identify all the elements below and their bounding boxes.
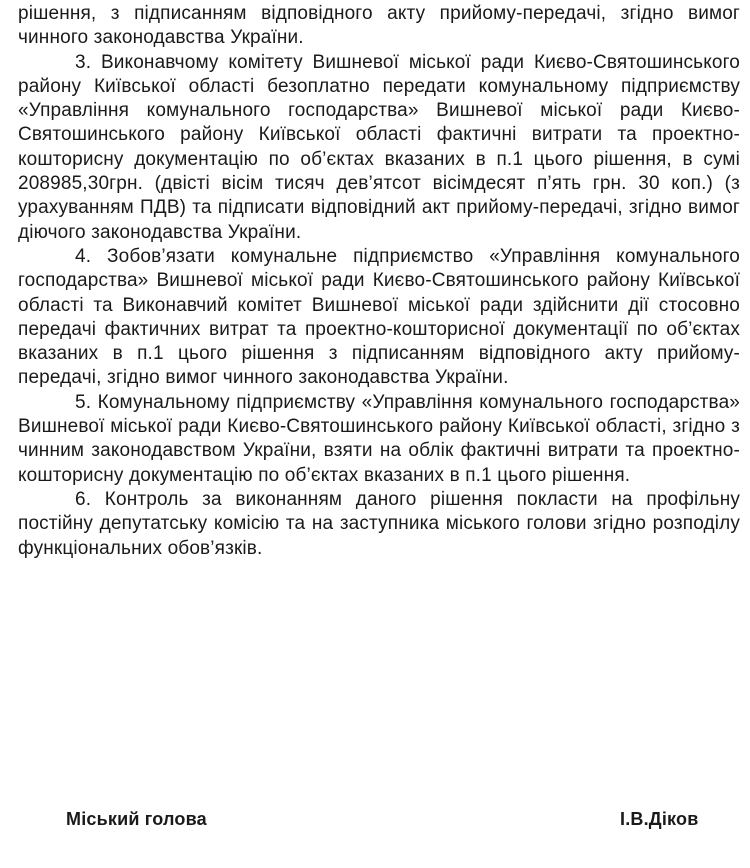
paragraph-5: 5. Комунальному підприємству «Управління комунального господарства» Вишневої міської ради Києво-Святошинського району Київської області, згідно з чинним законодавством України, взяти на облік фактичні витрати та проектно-кошторисну документацію по об’єктах вказаних в п.1 цього рішення. <box>18 391 740 486</box>
continuation-paragraph: рішення, з підписанням відповідного акту прийому-передачі, згідно вимог чинного законодавства України. <box>18 3 740 49</box>
paragraph-4: 4. Зобов’язати комунальне підприємство «Управління комунального господарства» Вишневої міської ради Києво-Святошинського району Київської області та Виконавчий комітет Вишневої міської ради здійснити дії стосовно передачі фактичних витрат та проектно-кошторисної документації по об’єктах вказаних в п.1 цього рішення з підписанням відповідного акту прийому-передачі, згідно вимог чинного законодавства України. <box>18 245 740 389</box>
paragraph-6: 6. Контроль за виконанням даного рішення покласти на профільну постійну депутатську комісію та на заступника міського голови згідно розподілу функціональних обов’язків. <box>18 488 740 559</box>
signature-name: І.В.Діков <box>620 809 699 829</box>
document-body <box>18 2 740 561</box>
paragraph-3: 3. Виконавчому комітету Вишневої міської ради Києво-Святошинського району Київської області безоплатно передати комунальному підприємству «Управління комунального господарства» Вишневої міської ради Києво-Святошинського району Київської області фактичні витрати та проектно-кошторисну документацію по об’єктах вказаних в п.1 цього рішення, в сумі 208985,30грн. (двісті вісім тисяч дев’ятсот вісімдесят п’ять грн. 30 коп.) (з урахуванням ПДВ) та підписати відповідний акт прийому-передачі, згідно вимог діючого законодавства України. <box>18 51 740 243</box>
signature-title: Міський голова <box>66 809 207 829</box>
